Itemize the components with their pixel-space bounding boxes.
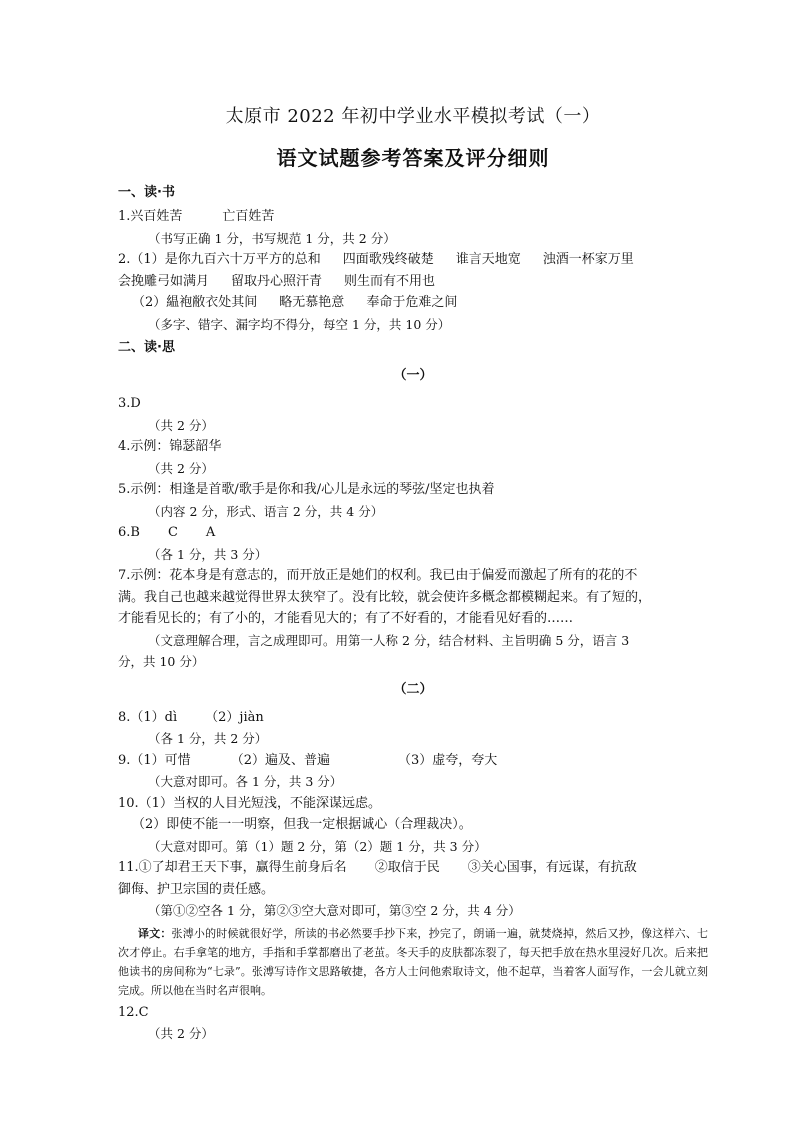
score-note-cont: 分，共 10 分） xyxy=(118,654,205,669)
score-note: （书写正确 1 分，书写规范 1 分，共 2 分） xyxy=(148,230,396,246)
answer-text: C xyxy=(167,525,178,540)
answer-q11 xyxy=(118,857,708,879)
answer-text: ③关心国事，有远谋，有抗敌 xyxy=(467,860,637,875)
answer-text: A xyxy=(205,525,216,540)
answer-q8 xyxy=(118,707,708,729)
answer-text: 会挽雕弓如满月 xyxy=(118,273,210,289)
score-note: （各 1 分，共 3 分） xyxy=(148,546,268,562)
answer-q2-1-cont xyxy=(118,271,708,293)
answer-q3: 3.D xyxy=(118,396,141,411)
translation-text: 张溥小的时候就很好学，所读的书必然要手抄下来，抄完了，朗诵一遍，就焚烧掉，然后又抄， xyxy=(171,926,642,940)
question-number: 1. xyxy=(118,209,131,224)
score-note: （大意对即可。各 1 分，共 3 分） xyxy=(148,774,343,789)
score-note: （共 2 分） xyxy=(148,417,214,433)
section-heading-read-book: 一、读·书 xyxy=(118,185,175,200)
score-note: （内容 2 分，形式、语言 2 分，共 4 分） xyxy=(148,503,384,519)
answer-q6 xyxy=(118,522,708,544)
answer-text: 留取丹心照汗青 xyxy=(231,273,323,289)
answer-q9 xyxy=(118,750,708,772)
answer-text: 浊酒一杯家万里 xyxy=(542,252,634,267)
document-title: 语文试题参考答案及评分细则 xyxy=(276,146,550,170)
score-note: （文意理解合理，言之成理即可。用第一人称 2 分，结合材料、主旨明确 5 分，语言 3 xyxy=(148,632,630,648)
answer-text: （2）jiàn xyxy=(205,709,264,725)
answer-text: 兴百姓苦 xyxy=(130,209,183,224)
answer-q7-line3: 才能看见长的；有了小的，才能看见大的；有了不好看的，才能看见好看的…… xyxy=(118,611,574,626)
answer-q4: 4.示例：锦瑟韶华 xyxy=(118,439,222,454)
exam-title: 太原市 2022 年初中学业水平模拟考试（一） xyxy=(225,106,601,127)
answer-text: 緼袍敝衣处其间 xyxy=(166,295,258,310)
answer-q2-2 xyxy=(118,292,708,314)
answer-text: 奉命于危难之间 xyxy=(366,295,458,310)
score-note: （第①②空各 1 分，第②③空大意对即可，第③空 2 分，共 4 分） xyxy=(148,903,521,918)
answer-q12: 12.C xyxy=(118,1004,149,1020)
score-note: （多字、错字、漏字均不得分，每空 1 分，共 10 分） xyxy=(148,316,451,332)
answer-q10-1: 10.（1）当权的人目光短浅，不能深谋远虑。 xyxy=(118,795,381,811)
answer-q10-2: （2）即使不能一一明察，但我一定根据诚心（合理裁决）。 xyxy=(132,817,472,832)
part-heading-2: （二） xyxy=(393,681,433,697)
answer-q11-cont: 御侮、护卫宗国的责任感。 xyxy=(118,881,275,897)
answer-text: 略无慕艳意 xyxy=(279,295,345,310)
score-note: （各 1 分，共 2 分） xyxy=(148,731,268,746)
answer-q1 xyxy=(118,206,708,228)
translation-text: 他不起草，当着客人面写作，一会儿就立刻完成。所以他在当时名声很响。 xyxy=(118,964,708,997)
section-heading-read-think: 二、读·思 xyxy=(118,340,175,355)
answer-text: ②取信于民 xyxy=(374,860,440,875)
answer-text: 9.（1）可惜 xyxy=(118,752,191,768)
answer-text: 亡百姓苦 xyxy=(222,209,275,224)
translation-paragraph xyxy=(118,924,708,1000)
answer-text: 谁言天地宽 xyxy=(455,252,521,267)
answer-q7-line1: 7.示例：花本身是有意志的，而开放正是她们的权利。我已由于偏爱而激起了所有的花的不 xyxy=(118,568,638,583)
answer-text: （2）遍及、普遍 xyxy=(230,752,330,768)
answer-text: 是你九百六十万平方的总和 xyxy=(164,252,321,267)
score-note: （大意对即可。第（1）题 2 分，第（2）题 1 分，共 3 分） xyxy=(148,838,487,854)
translation-text: 像这样六、七次才停止。右手拿笔的地方，手指和手掌都磨出了老茧。冬天手的皮肤都冻裂了，每天把手 xyxy=(118,926,709,959)
question-number: （2） xyxy=(132,295,167,310)
question-number: 2.（1） xyxy=(118,252,165,267)
answer-q5: 5.示例：相逢是首歌/歌手是你和我/心儿是永远的琴弦/坚定也执着 xyxy=(118,482,495,497)
part-heading-1: （一） xyxy=(393,368,433,383)
score-note: （共 2 分） xyxy=(148,460,214,476)
answer-text: 6.B xyxy=(118,525,140,540)
answer-text: （3）虚夸，夸大 xyxy=(397,752,498,768)
score-note: （共 2 分） xyxy=(148,1026,214,1041)
answer-q7-line2: 满。我自己也越来越觉得世界太狭窄了。没有比较，就会使许多概念都模糊起来。有了短的， xyxy=(118,589,652,605)
answer-text: 8.（1）dì xyxy=(118,709,178,725)
answer-text: 11.①了却君王天下事，赢得生前身后名 xyxy=(118,860,347,875)
answer-text: 四面歌残终破楚 xyxy=(342,252,434,267)
translation-label: 译文： xyxy=(138,926,172,940)
answer-text: 则生而有不用也 xyxy=(344,273,436,289)
answer-q2-1 xyxy=(118,249,708,271)
translation-text: 放在热水里浸好几次。后来把他读书的房间称为“七录”。张溥写诗作文思路敏捷，各方人士问他索取诗文， xyxy=(118,945,709,978)
